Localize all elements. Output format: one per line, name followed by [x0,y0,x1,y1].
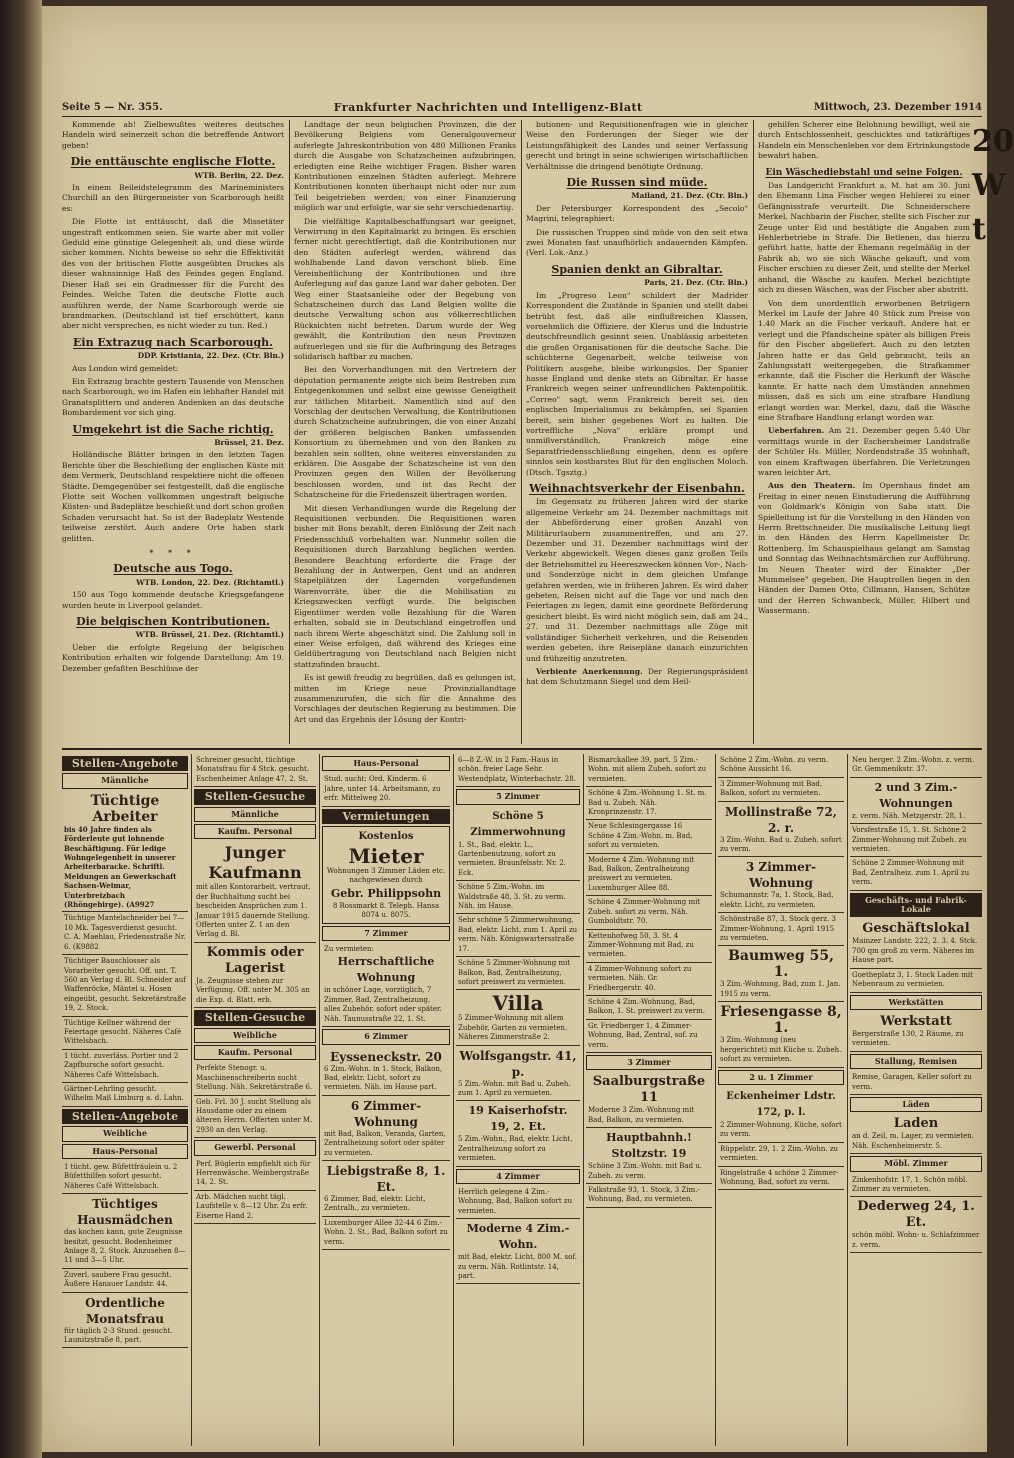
paragraph-text: Der Regierungspräsident hat dem Schutzmann Siegel und dem Heil- [526,666,748,687]
ad-text: Goetheplatz 3, 1. Stock Laden mit Nebenraum zu vermieten. [852,970,973,989]
classified-ad [718,1087,844,1143]
ad-text: 5 Zim.-Wohn. mit Bad u. Zubeh. zum 1. April zu vermieten. [458,1079,571,1097]
ad-text: 5 Zimmer-Wohnung mit allem Zubehör, Garten zu vermieten. Näheres Zimmerstraße 2. [458,1014,568,1042]
ad-text: Tüchtiger Bauschlosser als Vorarbeiter gesucht. Off. unt. T. 560 an Verlag d. Bl. Schneider auf Waffenröcke, Mäntel u. Hosen eingeübt, gesucht. Sekretärstraße 19, 2. Stock. [64,957,186,1013]
ad-text: Schöne 2 Zim.-Wohn. zu verm. Schöne Aussicht 16. [720,756,829,774]
ad-headline: Schöne 5 Zimmerwohnung [470,810,566,838]
classified-ad [456,1101,580,1166]
column-rule [753,120,754,744]
classified-ad [718,754,844,778]
ad-text: 1 tücht. gew. Büfettfräulein u. 2 Büfetthilfen sofort gesucht. Näheres Café Wittelsbach. [64,1163,178,1190]
ad-text: 1 tücht. zuverläss. Portier und 2 Zapfbursche sofort gesucht. Näheres Café Wittelsbach. [64,1051,179,1079]
ad-text: Schönstraße 87, 3. Stock gerz. 3 Zimmer-Wohnung, 1. April 1915 zu vermieten. [720,915,836,943]
ad-text: Ja. Zeugnisse stehen zur Verfügung. Off. unter M. 305 an die Exp. d. Blatt. erb. [196,976,310,1004]
headline: Deutsche aus Togo. [113,562,233,576]
section-subbanner: Stallung, Remisen [850,1054,982,1069]
classified-ad [194,1062,316,1095]
dateline: WTB. Berlin, 22. Dez. [194,170,284,180]
paragraph: Im „Progreso Leon" schildert der Madrider Korrespondent die Zustände in Spanien und stellt dabei betrübt fest, daß alle einflußreichen Klassen, vornehmlich die Offiziere, der Klerus und die Industrie deutschfreundlich gesinnt seien. Unablässig arbeiteten die großen Organisationen für die deutsche Sache. Die schüchterne Gegenarbeit, welche teilweise von Politikern ausgehe, bleibe wirkungslos. Der Spanier hasse England und denke stets an Gibraltar. Er hasse Frankreich wegen seiner unfreundlichen Paktenpolitik. „Correo" sagt, wenn Frankreich bereit sei, den englischen Imperialismus zu bekämpfen, sei Spanien bereit, sein bisher gegebenes Wort zu halten. Die vortreffliche „Nova" erkläre prompt und unmißverständlich, Frankreich möge eine Separatfriedensschließung eingehen, denn es opfere sinnlos sein kostbarstes Blut für den englischen Moloch. (Dtsch. Tgsztg.) [526,290,748,477]
headline: Die enttäuschte englische Flotte. [70,155,276,169]
ad-headline: Tüchtige Arbeiter [90,792,160,825]
classified-ad [322,1161,450,1217]
classified-ad [850,1174,982,1198]
classified-ad [456,990,580,1045]
ad-text: das kochen kann, gute Zeugnisse besitzt, gesucht. Bodenheimer Anlage 8, 2. Stock. Anzusehen 8—11 und 3—5 Uhr. [64,1228,186,1265]
ad-headline: Villa [492,991,544,1016]
paragraph: Mit diesen Verhandlungen wurde die Regelung der Requisitionen verbunden. Die Requisitionen waren bisher mit Bons bezahlt, deren Einlösung der Zeit nach Friedensschluß vorbehalten war. Nunmehr sollen die Requisitionen durch Barzahlung beglichen werden. Besondere Beachtung erforderte die Frage der Bezahlung der in Antwerpen, Gent und an anderen Stapelplätzen der Lagernden vorgefundenen Warenvorräte, über die die Mobilisation zu Kriegszwecken verfügt wurde. Die belgischen Eigentümer werden volle Bezahlung für die Waren erhalten, sobald sie in Deutschland eingetroffen und nach ihrem Werte abgeschätzt sind. Die Zahlung soll in einer Weise erfolgen, daß während des Krieges eine Geldübertragung von Deutschland nach Belgien nicht stattzufinden braucht. [294,503,516,669]
ad-text: Tüchtige Mantelschneider bei 7—10 Mk. Tagesverdienst gesucht. C. A. Maehlau, Friedensstraße Nr. 6. (K9882 [64,914,186,951]
paragraph: Ein Extrazug brachte gestern Tausende von Menschen nach Scarborough, wo im Hafen ein lebhafter Handel mit Granatsplittern und anderen Andenken an das deutsche Bombardement vor sich ging. [62,376,284,418]
classified-ad [62,1083,188,1107]
section-banner: Stellen-Gesuche [194,789,316,804]
section-subbanner: Läden [850,1097,982,1112]
classified-ad [62,791,188,913]
ad-text: Schreiner gesucht, tüchtige Monatsfrau für 4 Stck. gesucht. Eschenheimer Anlage 47, 2. St. [196,756,310,783]
column-rule [715,754,716,1446]
classified-ad [850,1114,982,1154]
headline: Ein Wäschediebstahl und seine Folgen. [765,167,963,178]
classified-ad [194,754,316,787]
paragraph: Landtage der neun belgischen Provinzen, die der Bevölkerung Belgiens vom Generalgouverneur auferlegte Jahreskontribution von 480 Millionen Franks durch die Ausgabe von Schatzscheinen aufzubringen, erledigten eine Reihe wichtiger Fragen. Bisher waren Kontributionen einzelnen Städten auferlegt. Mehrere Kontributionen konnten überhaupt nicht oder nur zum Teil beigetrieben werden; von einer Finanzierung möglich war und erfolgte, war sie sehr verschiedenartig. [294,120,516,213]
ad-text: Perf. Büglerin empfiehlt sich für Herrenwäsche. Weinbergstraße 14, 2. St. [196,1159,311,1187]
ad-text: z. verm. Näh. Metzgerstr. 28, 1. [852,811,966,820]
headline: Die Russen sind müde. [566,176,708,190]
ad-text: Falkstraße 93, 1. Stock, 3 Zim.-Wohnung, Bad, zu vermieten. [588,1186,700,1204]
ad-text: 5 Zim.-Wohn., Bad, elektr. Licht, Zentralheizung sofort zu vermieten. [458,1135,573,1163]
ad-text: 3 Zim.-Wohn. Bad u. Zubeh. sofort zu verm. [720,835,842,854]
ad-headline: Friesengasse 8, 1. [720,1004,842,1037]
ad-text: 3 Zim.-Wohnung (neu hergerichtet) mit Küche u. Zubeh. sofort zu vermieten. [720,1036,842,1064]
column-rule [583,754,584,1446]
section-subbanner: Möbl. Zimmer [850,1156,982,1171]
ad-text: 3 Zim.-Wohnung, Bad, zum 1. Jan. 1915 zu verm. [720,980,841,998]
paragraph: In einem Beileidstelegramm des Marineministers Churchill an den Bürgermeister von Scarborough heißt es: [62,183,284,213]
paragraph: Das Landgericht Frankfurt a. M. hat am 30. Juni den Ehemann Lina Fischer wegen Hehlerei zu einer Gefängnisstrafe verurteilt. Die Schneiderschere Merkel, Nachbarin der Fischer, stellte sich Fischer zur Zeuge unter Eid und bestätigte die Angaben zum Hehlerbetriebe in Strafe. Die Betlenen, das hierzu geführt hatte, hatte der Ehemann regelmäßig in der Fabrik ab, wo sie sich Wäsche gekauft, und vom Fischer erschien zu dieser Zeit, und stellte der Merkel anhand, die Wäsche zu kaufen. Merkel bezichtigte sich zu diesen Wäschen, was der Fischer aber abstritt. [758,181,970,295]
paragraph: Bei den Vorverhandlungen mit den Vertretern der députation permanente zeigte sich beim Bestreben zum Entgegenkommen und selbst eine gewisse Geneigtheit zur tätlichen Mitarbeit. Namentlich sind auf den Vorschlag der deutschen Verwaltung, die Kontributionen durch Schatzscheine aufzubringen, die von einer Anzahl der größeren belgischen Banken umfassenden Konsortium zu übernehmen und von den Banken zu bezahlen sein sollten, ohne weiteres einverstanden zu erklären. Die Ausgabe der Schatzscheine ist von den Provinzen gegen den Willen der Bevölkerung beschlossen worden, und ist das Recht der Schatzscheine für die Friedenszeit übertragen worden. [294,365,516,500]
classified-ad [62,912,188,955]
ad-text: Geb. Frl. 30 J. sucht Stellung als Hausdame oder zu einem älteren Herrn. Offerten unter M. 2930 an den Verlag. [196,1097,313,1134]
ad-headline: Hauptbahnh.! Stoltzstr. 19 [606,1131,692,1161]
dateline: WTB. Brüssel, 21. Dez. (Richtamtl.) [135,630,284,640]
ad-headline: Laden [893,1116,939,1132]
ad-headline: Mollinstraße 72, 2. r. [725,804,837,835]
newspaper-page [42,6,1014,1452]
ad-headline: 2 und 3 Zim.-Wohnungen [874,780,958,810]
ad-text: Schöne 4 Zim.-Wohnung, Bad, Balkon, 1. St. preiswert zu verm. [588,997,705,1016]
classified-ad [322,1217,450,1250]
section-divider: * * * [149,548,197,558]
ads-column-2 [194,754,316,1446]
classified-ad [586,754,712,787]
ad-text: Neue Schlesingergasse 16 Schöne 4 Zim.-Wohn. m. Bad, sofort zu vermieten. [588,822,693,850]
ad-text: bis 40 Jahre finden als Förderleute gut lohnende Beschäftigung. Für ledige Wohngelegenheit in unserer Arbeiterbaracke. Schriftl. Meldungen an Gewerkschaft Sachsen-Weimar, Unterbreizbach (Rhöngebirge). (A9927 [64,824,177,910]
classified-ad [586,1072,712,1128]
ad-headline: Eckenheimer Ldstr. 172, p. l. [726,1090,836,1118]
ad-text: Bergerstraße 130, 2 Räume, zu vermieten. [852,1029,964,1048]
subheading: Aus den Theatern. [768,481,856,491]
classified-ad [586,996,712,1020]
classified-ad [322,1047,450,1096]
ad-text: mit Bad, elektr. Licht, 800 M. sof. zu verm. Näh. Rotlintstr. 14, part. [458,1253,577,1280]
section-subbanner: Männliche [194,807,316,822]
ad-text: Tüchtige Kellner während der Feiertage gesucht. Näheres Café Wittelsbach. [64,1018,182,1046]
section-banner: Stellen-Angebote [62,1109,188,1124]
paragraph: 150 aus Togo kommende deutsche Kriegsgefangene wurden heute in Liverpool gelandet. [62,590,284,610]
section-subbanner: 7 Zimmer [322,926,450,941]
ad-text: Schöne 5 Zim.-Wohn. im Waldstraße 48, 3. St. zu verm. Näh. im Hause. [458,883,566,911]
ad-headline: Ordentliche Monatsfrau [85,1295,165,1326]
ad-text: Gr. Friedberger 1, 4 Zimmer-Wohnung, Bad, Zentral, sof. zu verm. [588,1021,698,1049]
paragraph: Ueber die erfolgte Regelung der belgischen Kontribution erhalten wir folgende Darstellung: Am 19. Dezember gefaßten Beschlüsse der [62,642,284,673]
ad-headline: Tüchtiges Hausmädchen [77,1197,173,1228]
ad-text: Schöne 5 Zimmer-Wohnung mit Balkon, Bad, Zentralheizung, sofort preiswert zu vermieten. [458,959,571,986]
paragraph: butionen- und Requisitionenfragen wie in gleicher Weise den Forderungen der Sieger wie der Leistungsfähigkeit des Landes und seiner Verfassung gerecht und bringt in seine schwierigen wirtschaftlichen Verhältnisse die dringend benötigte Ordnung. [526,120,748,171]
classified-ad [194,1158,316,1191]
column-rule [453,754,454,1446]
adjacent-page-edge: 20 W t [972,124,1014,247]
ad-text: Moderne 4 Zim.-Wohnung mit Bad, Balkon, Zentralheizung preiswert zu vermieten. Luxemburger Allee 88. [588,855,695,892]
ad-text: Schöne 2 Zimmer-Wohnung mit Bad, Zentralheiz. zum 1. April zu verm. [852,859,970,887]
classified-ad [718,1167,844,1191]
column-rule [191,754,192,1446]
ad-headline: Werkstatt [880,1013,952,1029]
ad-headline: Baumweg 55, 1. [728,948,834,981]
classified-ad [718,802,844,858]
classified-ad [194,1191,316,1224]
article-column-1 [62,120,284,744]
section-subbanner: Haus-Personal [322,756,450,771]
headline: Umgekehrt ist die Sache richtig. [72,422,274,436]
subheading: Verbiente Anerkennung. [536,666,643,676]
ad-text: 8 Rossmarkt 8. Teleph. Hansa 8074 u. 8075. [332,901,440,920]
classified-ad [322,826,450,924]
classified-ad [456,914,580,957]
ad-text: Schumannstr. 7a, 1. Stock, Bad, elektr. Licht, zu vermieten. [720,891,834,909]
section-subbanner: Haus-Personal [62,1144,188,1159]
ad-text: schön möbl. Wohn- u. Schlafzimmer z. verm. [852,1231,980,1249]
ad-text: Zu vermieten: [324,945,374,954]
classified-ad [586,1020,712,1053]
ad-text: 4 Zimmer-Wohnung sofort zu vermieten. Näh. Gr. Friedbergerstr. 40. [588,964,692,992]
classified-ad [586,896,712,929]
article-column-4 [758,120,970,744]
classified-ad [586,787,712,820]
section-subbanner: 6 Zimmer [322,1029,450,1044]
ad-text: Schöne 4 Zim.-Wohnung 1. St. m. Bad u. Zubeh. Näh. Kronprinzenstr. 17. [588,789,707,817]
classified-ad [850,857,982,890]
classified-ad [586,1128,712,1184]
ad-text: Sehr schöne 5 Zimmerwohnung, Bad, elektr. Licht, zum 1. April zu verm. Näh. Königswartersstraße 17. [458,916,578,953]
section-subbanner: Weibliche [62,1126,188,1141]
classified-ad [850,1071,982,1095]
ad-headline: 3 Zimmer-Wohnung [745,860,817,891]
ad-text: Herrlich gelegene 4 Zim.-Wohnung, Bad, Balkon sofort zu vermieten. [458,1187,573,1215]
dateline: Mailand, 21. Dez. (Ctr. Bln.) [631,191,748,201]
paragraph: Der Petersburger Korrespondent des „Secolo" Magrini, telegraphiert: [526,203,748,224]
classified-ad [718,1002,844,1067]
ad-text: Schöne 4 Zimmer-Wohnung mit Zubeh. sofort zu verm. Näh. Gumboldtstr. 70. [588,898,701,926]
ad-text: Kettenhofweg 50, 3. St. 4 Zimmer-Wohnung mit Bad, zu vermieten. [588,931,694,959]
paragraph: Von dem unordentlich erworbenen Betrügern Merkel im Laufe der Jahre 40 Stück zum Preise von 1.40 Mark an die Fischer verkauft. Andere hat er verlegt und die Pfandscheine später als billigen Preis für den Fischer abgeliefert. Auch zu den letzten Jahren hatte er das Geld gebraucht, teils an Zahlungsstatt weitergegeben, die Strafkammer erkannte, daß die Fischer die Herkunft der Wäsche kannte. Er hatte nach dem Umständen annehmen müssen, daß es sich um eine strafbare Handlung erlangt worden war. Merkel, dazu, daß die Wäsche eine Strafbare Handlung erlangt worden war. [758,298,970,422]
classified-ad [850,919,982,968]
paragraph-text: Im Opernhaus findet am Freitag in einer neuen Einstudierung die Aufführung von Goldmark's Königin von Saba statt. Die Spielleitung ist für die Vorstellung in den Händen von Herrn Brettschneider. Die musikalische Leitung liegt in den Händen des Herrn Kapellmeister Dr. Rottenberg. Im Schauspielhaus gelangt am Samstag und Sonntag das Weihnachtsmärchen zur Aufführung. Im Neuen Theater wird der Einakter „Der Mummelsee" gegeben. Die Hauptrollen liegen in den Händen der Damen Otto, Cillmann, Hansen, Schütze und der Herren Schwanbeck, Müller, Hilbert und Wassermann. [758,481,970,616]
paragraph-text: Am 21. Dezember gegen 5.40 Uhr vormittags wurde in der Eschersheimer Landstraße der Schüler Hs. Müller, Nordendstraße 35 wohnhaft, von einem Kraftwagen überfahren. Die Verletzungen waren leichter Art. [758,426,970,477]
section-rule [62,748,982,750]
ad-headline: Mieter [348,844,424,869]
classified-ad [322,943,450,1027]
ad-text: mit Bad, Balkon, Veranda, Garten, Zentralheizung sofort oder später zu vermieten. [324,1129,446,1157]
ads-column-1 [62,754,188,1446]
ad-text: 6 Zim.-Wohn. in 1. Stock, Balkon, Bad, elektr. Licht, sofort zu vermieten. Näh. im Hause part. [324,1064,443,1092]
classified-ad [194,943,316,1008]
ad-text: Wohnungen 3 Zimmer Läden etc. nachgewiesen durch [326,867,446,885]
headline: Die belgischen Kontributionen. [76,615,270,629]
ads-column-6 [718,754,844,1446]
classified-ad [62,1269,188,1293]
classified-ad [194,1096,316,1139]
section-subbanner: Weibliche [194,1028,316,1043]
ad-headline: Kostenlos [358,831,414,843]
classified-ad [718,946,844,1002]
classified-ad [586,1184,712,1208]
classified-ad [456,754,580,787]
classified-ad [62,955,188,1016]
classified-ad [62,1161,188,1194]
ad-text: Gärtner-Lehrling gesucht. Wilhelm Maß Limburg a. d. Lahn. [64,1084,184,1103]
classified-ad [456,1046,580,1102]
book-binding [0,0,42,1458]
classified-ad [194,841,316,942]
ad-headline: Geschäftslokal [862,921,970,937]
section-banner: Vermietungen [322,809,450,824]
classified-ad [456,1186,580,1219]
section-subbanner: Gewerbl. Personal [194,1140,316,1155]
section-subbanner: Männliche [62,773,188,788]
ad-text: 6—8 Z.-W. in 2 Fam.-Haus in schön. freier Lage Sehr. Westendplatz, Winterbachstr. 28. [458,756,576,783]
section-subbanner: 2 u. 1 Zimmer [718,1070,844,1085]
classified-ad [850,1012,982,1052]
classified-ad [718,778,844,802]
classified-ad [850,778,982,824]
classified-ad [62,1293,188,1349]
newspaper-title: Frankfurter Nachrichten und Intelligenz-Blatt [333,100,643,114]
headline: Weihnachtsverkehr der Eisenbahn. [529,482,745,495]
ads-column-7 [850,754,982,1446]
classified-ad [62,1017,188,1050]
section-subbanner: 3 Zimmer [586,1055,712,1070]
paragraph [758,481,970,616]
classified-ad [718,913,844,946]
article-column-2 [294,120,516,744]
section-banner: Stellen-Gesuche [194,1010,316,1025]
column-rule [319,754,320,1446]
ad-headline: Dederweg 24, 1. Et. [857,1199,975,1231]
classified-ad [850,1197,982,1253]
ad-headline: Gebr. Philippsohn [330,886,442,900]
paragraph: Die vielfältige Kapitalbeschaffungsart war geeignet, Verwirrung in den Kapitalmarkt zu bringen. Es erschien ferner nicht gerechtfertigt, daß die Kontributionen nur den Städten auferlegt werden, während das wohlhabende Land davon verschont blieb. Eine Vereinheitlichung der Kontributionen und ihre Auferlegung auf das ganze Land war daher geboten. Der Weg einer Staatsanleihe oder der Begebung von Schatzscheinen durch das Land Belgien wollte die deutsche Verwaltung schon aus völkerrechtlichen Rücksichten nicht betreten. Darum wurde der Weg gewählt, die Kontribution den neun Provinzen aufzuerlegen und sie für die Aufbringung des Betrages solidarisch haftbar zu machen. [294,216,516,361]
ad-headline: Kommis oder Lagerist [206,944,304,976]
column-rule [289,120,290,744]
classified-ad [586,854,712,897]
dateline: DDP. Kristiania, 22. Dez. (Ctr. Bln.) [137,351,284,361]
column-rule [847,754,848,1446]
classified-ad [456,807,580,882]
section-subbanner: 5 Zimmer [456,789,580,804]
ad-headline: Junger Kaufmann [208,843,302,883]
section-banner: Geschäfts- und Fabrik-Lokale [850,893,982,918]
headline: Spanien denkt an Gibraltar. [551,262,723,276]
classified-ad [456,1219,580,1284]
article-column-3 [526,120,748,744]
section-subbanner: Kaufm. Personal [194,824,316,839]
ads-column-3 [322,754,450,1446]
ad-text: Neu herger. 2 Zim.-Wohn. z. verm. Gr. Gemmenikstr. 37. [852,756,975,774]
ad-text: Arb. Mädchen sucht tägl. Laufstelle v. 8—12 Uhr. Zu erfr. Eiserne Hand 2. [196,1192,308,1220]
section-subbanner: Werkstätten [850,995,982,1010]
ad-text: 6 Zimmer, Bad, elektr. Licht, Zentralh., zu vermieten. [324,1194,426,1213]
ad-headline: 19 Kaiserhofstr. 19, 2. Et. [468,1104,568,1134]
paragraph: Holländische Blätter bringen in den letzten Tagen Berichte über die Beschießung der englischen Küste mit dem Vermerk, Deutschland respektiere nicht die offenen Städte. Demgegenüber sei festgestellt, daß die englische Flotte seit Wochen vollkommen ungestraft belgische Küsten- und Badeplätze beschießt und dort schon großen Schaden verursacht hat. So ist der Badeplatz Westende teilweise zerstört. Auch andere Orte haben stark gelitten. [62,450,284,543]
paragraph [758,426,970,478]
classified-ad [586,963,712,996]
ad-text: Ringelstraße 4 schöne 2 Zimmer-Wohnung, Bad, sofort zu verm. [720,1168,839,1186]
ad-headline: Herrschaftliche Wohnung [337,955,435,985]
ad-text: in schöner Lage, vorzüglich, 7 Zimmer, Bad, Zentralheizung, alles Zubehör, sofort oder später. Näh. Taunusstraße 22, 1. St. [324,986,442,1023]
ad-text: Vorsfestraße 15, 1. St. Schöne 2 Zimmer-Wohnung mit Zubeh. zu vermieten. [852,826,967,854]
ad-text: Bismarckallee 39, part. 5 Zim.-Wohn. mit allem Zubeh. sofort zu vermieten. [588,756,707,783]
classified-ad [62,1194,188,1269]
headline: Ein Extrazug nach Scarborough. [73,335,273,349]
ads-column-4 [456,754,580,1446]
ad-text: mit allen Kontorarbeit. vertraut, der Buchhaltung sucht bei bescheiden Ansprüchen zum 1. Januar 1915 dauernde Stellung. Offerten unter Z. 1 an den Verlag d. Bl. [196,883,311,939]
classified-ad [850,754,982,778]
ad-headline: Eysseneckstr. 20 [330,1049,442,1064]
paragraph: Es ist gewiß freudig zu begrüßen, daß es gelungen ist, mitten im Kriege neue Provinziallandtage zusammenzurufen, die sich für die Annahme des Vorschlages der deutschen Regierung zu bestimmen. Die Art und das Ergebnis der Lösung der Kontri- [294,673,516,724]
paragraph [526,667,748,688]
classified-ad [586,820,712,853]
ad-text: 3 Zimmer-Wohnung mit Bad, Balkon, sofort zu vermieten. [720,779,823,798]
paragraph: Die Flotte ist enttäuscht, daß die Missetäter ungestraft entkommen seien. Sie warte aber mit voller Geduld eine günstige Gelegenheit ab, und diese würde sicher kommen. Nichts beweise so sehr die Effektivität des von der britischen Flotte ausgeübten Druckes als dieser wahnsinnige Haß des Feindes gegen England. Dieser Haß sei ein Gradmesser für die Furcht des Feindes. Welche Taten die deutsche Flotte auch ausführen werde, der Name Scarborough werde sie brandmarken. (Deutschland ist tief erschüttert, kann aber nicht versprechen, es nicht wieder zu tun. Red.) [62,217,284,331]
ad-text: Moderne 3 Zim.-Wohnung mit Bad, Balkon, zu vermieten. [588,1106,695,1124]
ad-headline: Liebigstraße 8, 1. Et. [326,1163,446,1194]
subheading: Ueberfahren. [768,426,825,436]
classified-ad [456,957,580,990]
ad-text: Mainzer Landstr. 222, 2. 3. 4. Stck. 700 qm groß zu verm. Näheres im Hause part. [852,937,978,965]
classified-ad [718,857,844,913]
classified-ad [850,969,982,993]
ad-text: 2 Zimmer-Wohnung, Küche, sofort zu verm. [720,1120,842,1139]
ad-text: Zuverl. saubere Frau gesucht. Äußere Hanauer Landstr. 44. [64,1270,172,1289]
ad-text: Rüppelstr. 29, 1. 2 Zim.-Wohn. zu vermieten. [720,1144,839,1163]
paragraph: Die russischen Truppen sind müde von den seit etwa zwei Monaten fast unaufhörlich andauernden Kämpfen. (Verl. Lok.-Anz.) [526,227,748,258]
dateline: Paris, 21. Dez. (Ctr. Bln.) [644,278,748,288]
ad-text: für täglich 2-3 Stund. gesucht. Launitzstraße 8, part. [64,1326,173,1345]
issue-date: Mittwoch, 23. Dezember 1914 [813,101,982,113]
ad-text: Remise, Garagen, Keller sofort zu verm. [852,1073,972,1091]
dateline: WTB. London, 22. Dez. (Richtamtl.) [136,577,284,587]
classified-ad [850,824,982,857]
classified-ad [322,1096,450,1161]
paragraph: Aus London wird gemeldet: [72,363,179,373]
ad-text: Luxemburger Allee 32-44 6 Zim.-Wohn. 2. St., Bad, Balkon sofort zu verm. [324,1218,448,1246]
classified-ad [322,773,450,806]
classified-ad [586,930,712,963]
classified-ad [718,1143,844,1167]
ad-headline: Wolfsgangstr. 41, p. [459,1048,577,1079]
ad-text: Perfekte Stenogr. u. Maschinenschreiberin sucht Stellung. Näh. Sekretärstraße 6. [196,1064,313,1092]
intro-text: Kommende ab! Zielbewußtes weiteres deutsches Handeln wird seinerzeit schon die betreffende Antwort geben! [62,120,284,150]
ad-text: Stud. sucht: Ord. Kinderm. 6 Jahre, unter 14. Arbeitsmann, zu erfr. Mittelweg 20. [324,775,441,803]
column-rule [521,120,522,744]
ad-text: Schöne 3 Zim.-Wohn. mit Bad u. Zubeh. zu verm. [588,1162,703,1180]
ad-text: Zinkenhofstr. 17, 1. Schön möbl. Zimmer zu vermieten. [852,1175,968,1193]
ad-headline: 6 Zimmer-Wohnung [350,1098,422,1129]
section-subbanner: Kaufm. Personal [194,1045,316,1060]
paragraph: gehilfen Scherer eine Belohnung bewilligt, weil sie durch Entschlossenheit, geschicktes und tatkräftiges Handeln ein Menschenleben vor dem Ertrinkungstode bewahrt haben. [758,120,970,161]
ads-column-5 [586,754,712,1446]
page-header [62,98,982,117]
page-number: Seite 5 — Nr. 355. [62,101,163,113]
dateline: Brüssel, 21. Dez. [214,437,284,447]
classified-ad [456,881,580,914]
paragraph: Im Gegensatz zu früheren Jahren wird der starke allgemeine Verkehr am 24. Dezember nachmittags mit der Abbeförderung einer großen Anzahl von Militärurlaubern zusammentreffen, und am 27. Dezember und 31. Dezember nachmittags wird der Verkehr abgewickelt. Wegen dieses ganz großen Teils der Betriebsmittel zu Heereszwecken können Vor-, Nach- und Sonderzüge nicht in dem gleichen Umfange gefahren werden, wie in früheren Jahren. Es wird daher gebeten, Reisen nicht auf die Tage vor und nach den Feiertagen zu legen, damit eine geordnete Beförderung gesichert bleibt. Es wird nicht möglich sein, daß am 24., 27. und 31. Dezember nachmittags alle Züge mit vollständiger Sicherheit verkehren, und die Reisenden werden gebeten, ihre Reisepläne danach einzurichten und frühzeitig anzutreten. [526,497,748,663]
section-banner: Stellen-Angebote [62,756,188,771]
ad-text: 1. St., Bad, elektr. L., Gartenbenutzung, sofort zu vermieten. Braunfelsstr. Nr. 2. Eck. [458,840,566,877]
ad-headline: Moderne 4 Zim.-Wohn. [466,1222,570,1252]
section-subbanner: 4 Zimmer [456,1169,580,1184]
classified-ad [62,1050,188,1083]
ad-headline: Saalburgstraße 11 [592,1074,706,1106]
ad-text: an d. Zeil, m. Lager, zu vermieten. Näh. Eschenheimerstr. 5. [852,1132,974,1150]
